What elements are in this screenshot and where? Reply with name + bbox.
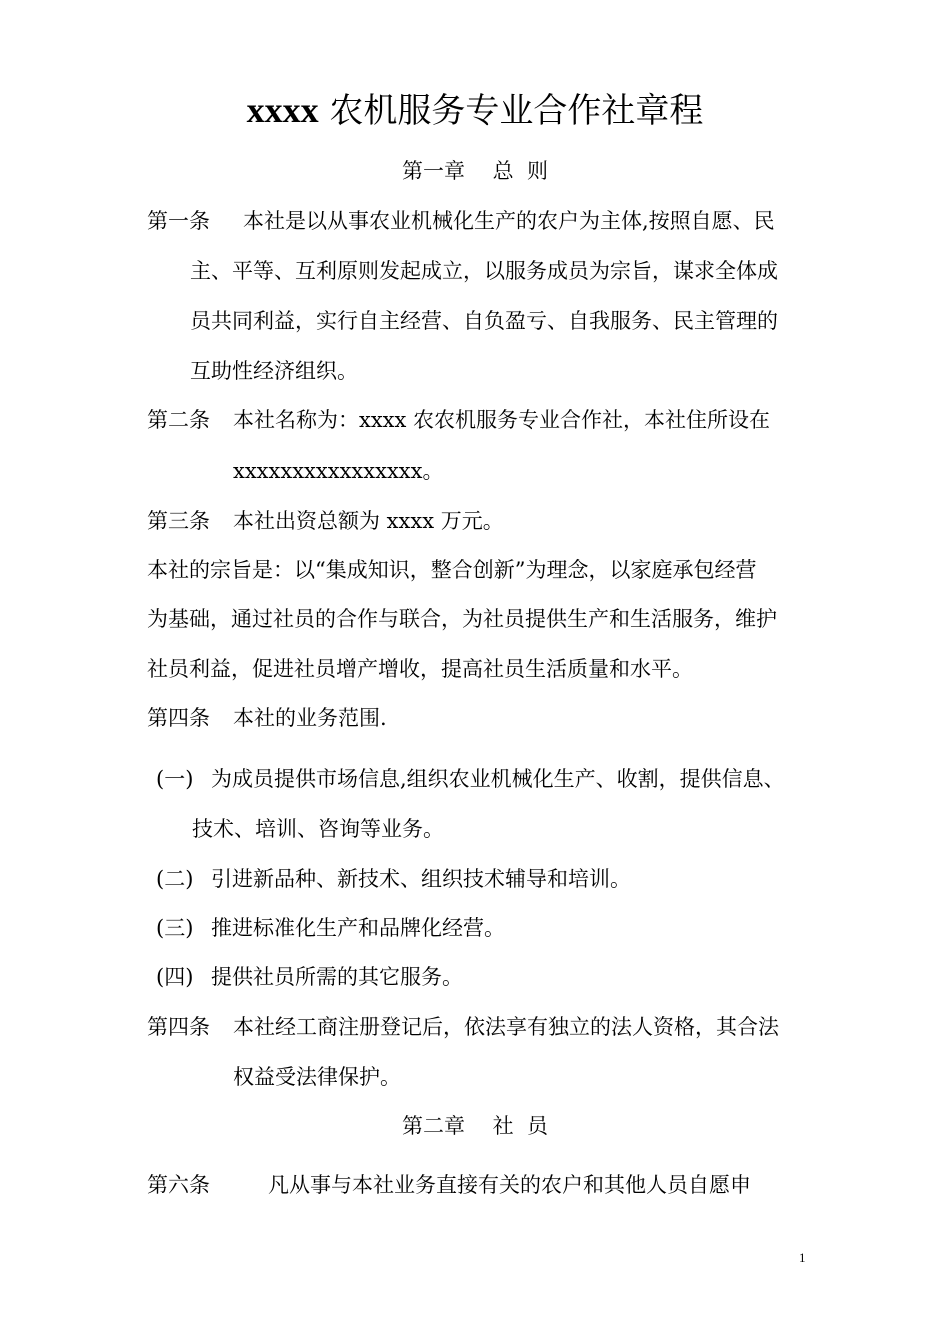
article-2-line-1: 本社名称为：xxxx 农农机服务专业合作社，本社住所设在 <box>233 408 771 432</box>
article-1-line-3: 员共同利益，实行自主经营、自负盈亏、自我服务、民主管理的 <box>190 309 778 333</box>
document-title <box>0 88 950 133</box>
article-4b-line-1: 本社经工商注册登记后，依法享有独立的法人资格，其合法 <box>233 1015 779 1039</box>
article-4-label: 第四条 <box>147 706 210 730</box>
article-1-line-2: 主、平等、互利原则发起成立，以服务成员为宗旨，谋求全体成 <box>190 259 778 283</box>
purpose-line-3: 社员利益，促进社员增产增收，提高社员生活质量和水平。 <box>147 657 693 681</box>
scope-item-2-text: 引进新品种、新技术、组织技术辅导和培训。 <box>211 867 631 891</box>
purpose-line-1: 本社的宗旨是：以“集成知识，整合创新”为理念，以家庭承包经营 <box>147 558 757 582</box>
scope-item-1-line-2: 技术、培训、咨询等业务。 <box>192 817 444 841</box>
article-2-label: 第二条 <box>147 408 210 432</box>
article-4b-label: 第四条 <box>147 1015 210 1039</box>
scope-item-2-number: (二) <box>156 867 194 891</box>
article-4-text: 本社的业务范围. <box>233 706 387 730</box>
article-2-line-2: xxxxxxxxxxxxxxxx。 <box>233 459 444 483</box>
article-3-text: 本社出资总额为 xxxx 万元。 <box>233 509 504 533</box>
page-number: 1 <box>799 1250 806 1265</box>
scope-item-1-number: (一) <box>156 767 194 791</box>
article-3-label: 第三条 <box>147 509 210 533</box>
title-text: 农机服务专业合作社章程 <box>329 91 704 131</box>
title-code: xxxx <box>246 90 319 130</box>
scope-item-4-number: (四) <box>156 965 194 989</box>
article-1-line-4: 互助性经济组织。 <box>190 359 358 383</box>
purpose-line-2: 为基础，通过社员的合作与联合，为社员提供生产和生活服务，维护 <box>147 607 777 631</box>
article-4b-line-2: 权益受法律保护。 <box>233 1065 401 1089</box>
article-6-text: 凡从事与本社业务直接有关的农户和其他人员自愿申 <box>268 1173 751 1197</box>
chapter-1-heading: 第一章 总 则 <box>401 159 549 183</box>
scope-item-1-line-1: 为成员提供市场信息,组织农业机械化生产、收割，提供信息、 <box>211 767 785 791</box>
scope-item-3-text: 推进标准化生产和品牌化经营。 <box>211 916 505 940</box>
chapter-2-heading: 第二章 社 员 <box>401 1114 549 1138</box>
article-1-label: 第一条 <box>147 209 210 233</box>
article-6-label: 第六条 <box>147 1173 210 1197</box>
scope-item-3-number: (三) <box>156 916 194 940</box>
scope-item-4-text: 提供社员所需的其它服务。 <box>211 965 463 989</box>
article-1-line-1: 本社是以从事农业机械化生产的农户为主体,按照自愿、民 <box>243 209 775 233</box>
